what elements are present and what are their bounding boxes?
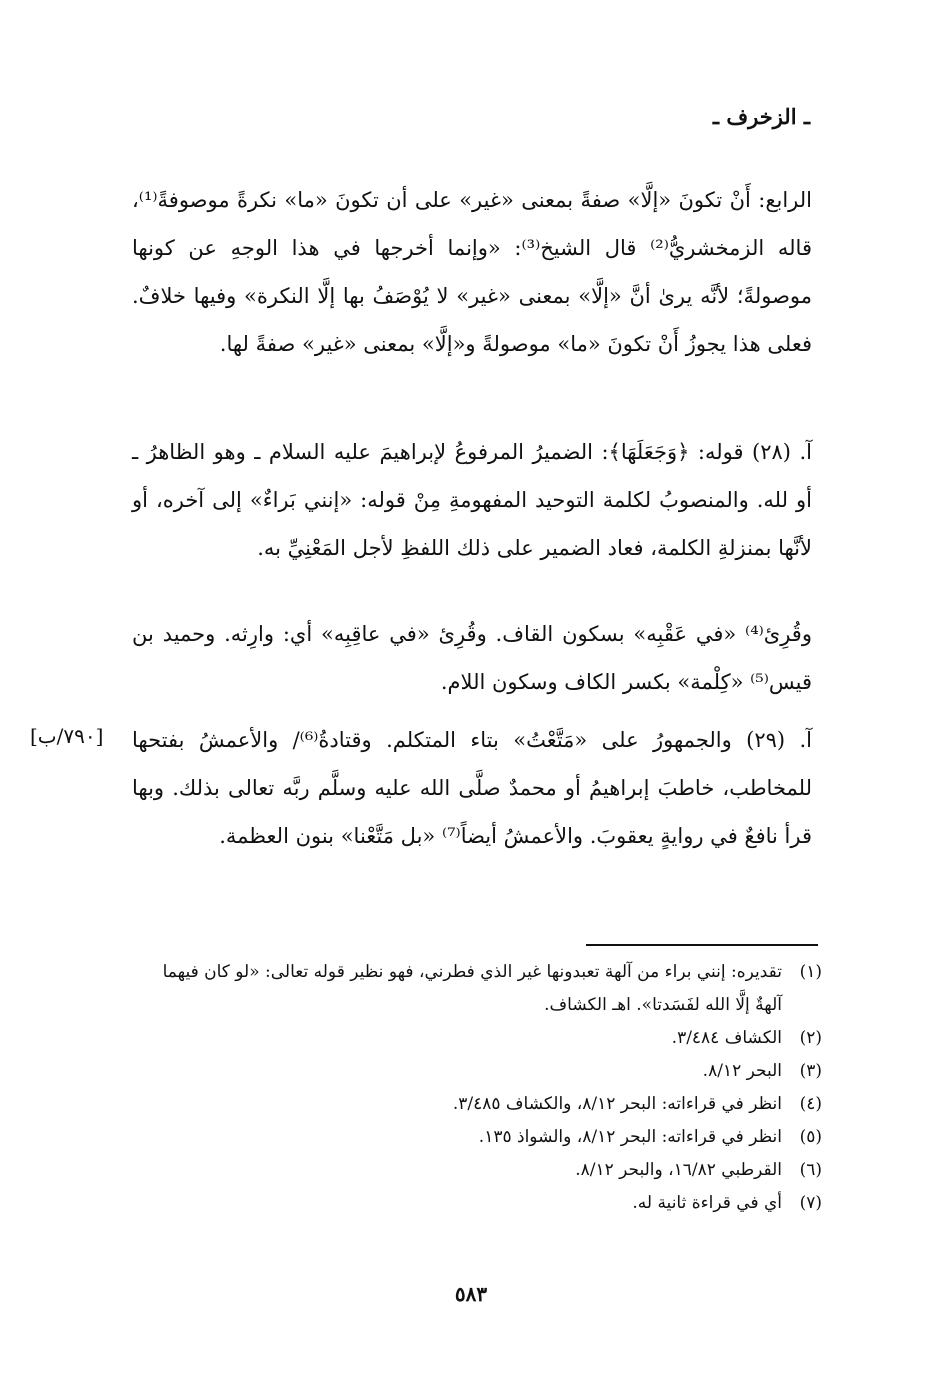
footnote-text: الكشاف ٣/٤٨٤. [671, 1028, 782, 1048]
footnote-text: البحر ٨/١٢. [702, 1061, 782, 1081]
footnote-text: انظر في قراءاته: البحر ٨/١٢، والشواذ ١٣٥. [478, 1127, 782, 1147]
footnote-number: (٢) [799, 1028, 822, 1048]
paragraph-3 [132, 610, 812, 706]
footnote-item [140, 1055, 822, 1088]
page-number: ٥٨٣ [454, 1282, 488, 1306]
footnote-item [140, 1022, 822, 1055]
footnote-text: انظر في قراءاته: البحر ٨/١٢، والكشاف ٣/٤٨٥. [452, 1094, 782, 1114]
footnote-number: (٥) [799, 1127, 822, 1147]
footnote-item [140, 1154, 822, 1187]
footnotes [140, 956, 822, 1220]
footnote-item [140, 1121, 822, 1154]
running-header: ـ الزخرف ـ [712, 104, 810, 129]
footnote-number: (١) [799, 962, 822, 982]
paragraph-text: وقُرِئ⁽⁴⁾ «في عَقْبِه» بسكون القاف. وقُرِئ «في عاقِبِه» أي: وارِثه. وحميد بن قيس⁽⁵⁾ «كِلْمة» بكسر الكاف وسكون اللام. [132, 622, 812, 694]
footnote-number: (٤) [799, 1094, 822, 1114]
footnote-item [140, 1088, 822, 1121]
paragraph-4 [132, 716, 812, 860]
footnote-number: (٧) [799, 1193, 822, 1213]
footnote-divider [586, 944, 818, 946]
paragraph-text: الرابع: أَنْ تكونَ «إلَّا» صفةً بمعنى «غير» على أن تكونَ «ما» نكرةً موصوفةً⁽¹⁾، قاله الزمخشريُّ⁽²⁾ قال الشيخ⁽³⁾: «وإنما أخرجها في هذا الوجهِ عن كونها موصولةً؛ لأنَّه يرىٰ أنَّ «إلَّا» بمعنى «غير» لا يُوْصَفُ بها إلَّا النكرة» وفيها خلافٌ. فعلى هذا يجوزُ أَنْ تكونَ «ما» موصولةً و«إلَّا» بمعنى «غير» صفةً لها. [132, 188, 812, 356]
footnote-text: أي في قراءة ثانية له. [632, 1193, 782, 1213]
footnote-item [140, 956, 822, 1022]
paragraph-text: آ. (٢٨) قوله: ﴿وَجَعَلَهَا﴾: الضميرُ المرفوعُ لإبراهيمَ عليه السلام ـ وهو الظاهرُ ـ أو لله. والمنصوبُ لكلمة التوحيد المفهومةِ مِنْ قوله: «إنني بَراءٌ» إلى آخره، أو لأنَّها بمنزلةِ الكلمة، فعاد الضمير على ذلك اللفظِ لأجل المَعْنِيِّ به. [132, 440, 812, 560]
footnote-number: (٦) [799, 1160, 822, 1180]
paragraph-2 [132, 428, 812, 572]
footnote-item [140, 1187, 822, 1220]
manuscript-folio-note: [٧٩٠/ب] [30, 724, 104, 748]
footnote-number: (٣) [799, 1061, 822, 1081]
footnote-text: تقديره: إنني براء من آلهة تعبدونها غير الذي فطرني، فهو نظير قوله تعالى: «لو كان فيهما آلهةٌ إلَّا الله لفَسَدتا». اهـ الكشاف. [162, 962, 782, 1015]
paragraph-text: آ. (٢٩) والجمهورُ على «مَتَّعْتُ» بتاء المتكلم. وقتادةُ⁽⁶⁾/ والأعمشُ بفتحها للمخاطب، خاطبَ إبراهيمُ أو محمدٌ صلَّى الله عليه وسلَّم ربَّه تعالى بذلك. وبها قرأ نافعٌ في روايةٍ يعقوبَ. والأعمشُ أيضاً⁽⁷⁾ «بل مَتَّعْنا» بنون العظمة. [132, 728, 812, 848]
paragraph-1 [132, 176, 812, 368]
footnote-text: القرطبي ١٦/٨٢، والبحر ٨/١٢. [575, 1160, 782, 1180]
